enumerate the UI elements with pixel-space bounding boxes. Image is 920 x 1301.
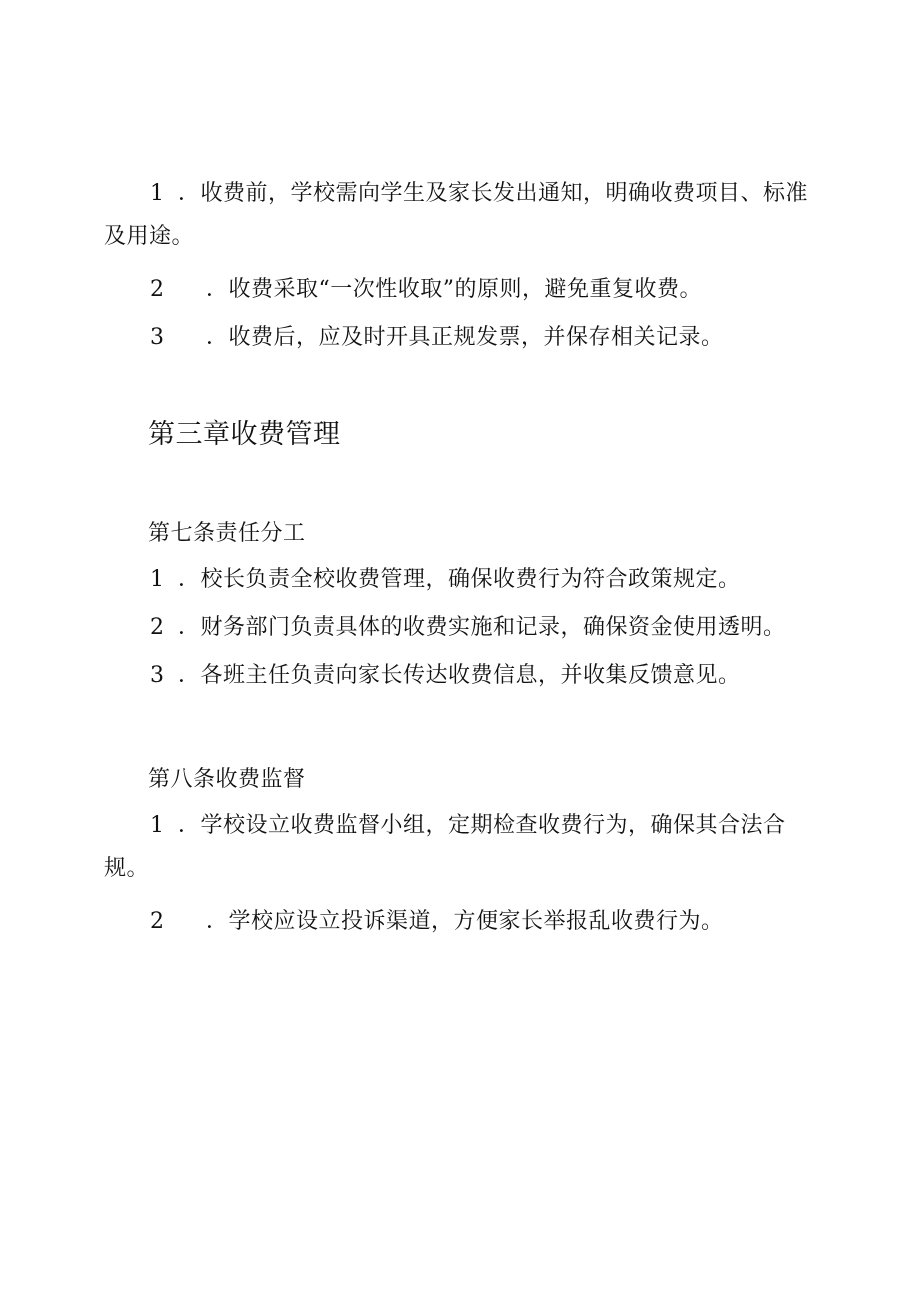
item-number: 1 [150,567,165,592]
item-number: 2 [150,615,165,640]
intro-item-3 [104,316,816,359]
item-text: ．各班主任负责向家长传达收费信息，并收集反馈意见。 [178,663,741,688]
chapter-title: 第三章收费管理 [148,419,341,450]
item-number: 3 [150,325,165,350]
item-number: 3 [150,663,165,688]
item-text: ．校长负责全校收费管理，确保收费行为符合政策规定。 [178,567,741,592]
item-text: ．财务部门负责具体的收费实施和记录，确保资金使用透明。 [178,615,786,640]
item-number: 2 [150,909,165,934]
article7-title: 第七条责任分工 [148,521,306,546]
item-number: 1 [150,181,165,206]
item-text: ．收费采取“一次性收取”的原则，避免重复收费。 [206,277,702,302]
article8-title: 第八条收费监督 [148,767,306,792]
item-text: ．学校设立收费监督小组，定期检查收费行为，确保其合法合规。 [104,813,786,881]
article7-item-2 [104,606,816,649]
article7-item-1 [104,558,816,601]
intro-item-2 [104,268,816,311]
article7-item-3 [104,654,816,697]
item-text: ．学校应设立投诉渠道，方便家长举报乱收费行为。 [206,909,724,934]
article8-item-1 [104,804,816,890]
item-number: 1 [150,813,165,838]
item-text: ．收费后，应及时开具正规发票，并保存相关记录。 [206,325,724,350]
item-number: 2 [150,277,165,302]
article8-item-2 [104,900,816,943]
intro-item-1 [104,172,816,258]
item-text: ．收费前，学校需向学生及家长发出通知，明确收费项目、标准及用途。 [104,181,809,249]
